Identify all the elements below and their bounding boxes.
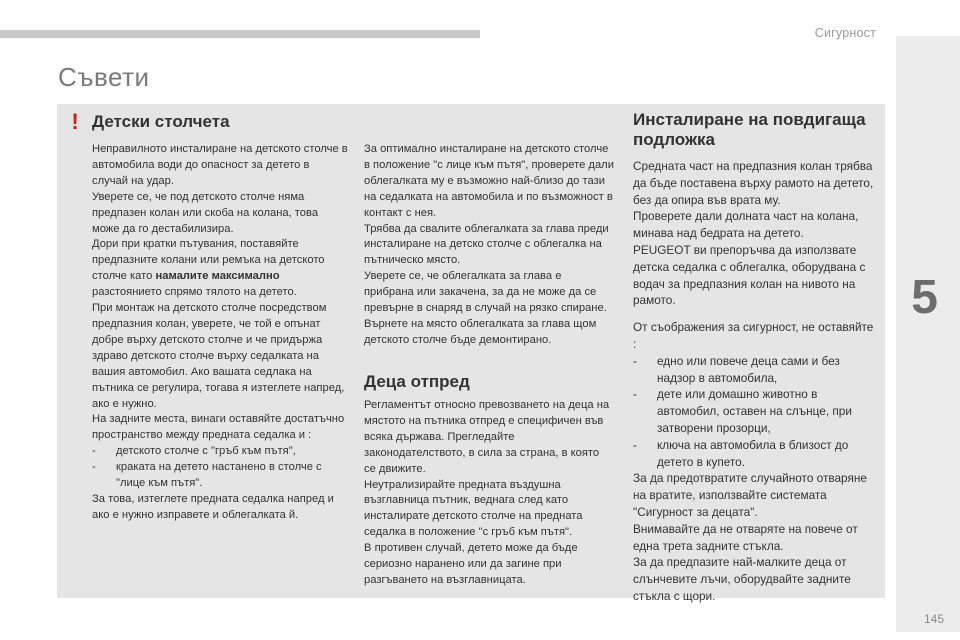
paragraph: В противен случай, детето може да бъде сериозно наранено или да загине при разгъването на възглавницата. — [364, 542, 578, 586]
paragraph: За това, изтеглете предната седалка напред и ако е нужно изправете и облегалката й. — [92, 492, 334, 521]
list-item — [92, 444, 348, 460]
list-marker: - — [633, 387, 637, 402]
warning-icon: ! — [71, 109, 79, 134]
chapter-tab — [896, 36, 960, 632]
paragraph: При монтаж на детското столче посредством предпазния колан, уверете, че той е опънат добре върху детското столче и че придържа здраво детското столче върху седалката на вашия автомобил. Ако вашата седлака на пътника се регулира, тогава я изтеглете напред, ако е нужно. — [92, 302, 345, 410]
child-seats-column-1 — [92, 142, 348, 524]
list-item-text: ключа на автомобила в близост до детето в купето. — [657, 437, 849, 469]
text: разстоянието спрямо тялото на детето. — [92, 286, 297, 299]
list-item-text: краката на детето настанено в столче с "лице към пътя". — [116, 461, 322, 490]
page-number: 145 — [923, 612, 944, 626]
booster-column — [633, 158, 877, 605]
list-marker: - — [92, 461, 96, 474]
list-marker: - — [633, 437, 637, 452]
paragraph — [92, 237, 348, 301]
paragraph: Проверете дали долната част на колана, минава над бедрата на детето. — [633, 209, 859, 241]
paragraph: Неправилното инсталиране на детското столче в автомобила води до опасност за детето в случай на удар. — [92, 143, 348, 187]
list-item — [633, 386, 877, 436]
paragraph: Средната част на предпазния колан трябва да бъде поставена върху рамото на детето, без да опира във врата му. — [633, 159, 874, 207]
list-item — [633, 437, 877, 471]
bold-text: намалите максимално — [155, 270, 280, 283]
text: Дори при кратки пътувания, поставяйте предпазните колани или ремъка на детското столче като — [92, 238, 325, 283]
page-title: Съвети — [58, 62, 150, 92]
list-item-text: детското столче с "гръб към пътя", — [116, 445, 296, 458]
list-item — [92, 460, 348, 492]
paragraph: Трябва да свалите облегалката за глава преди инсталиране на детско столче с облегалка на пътническо място. — [364, 222, 609, 267]
header-bar — [0, 30, 480, 38]
children-front-column — [364, 398, 614, 589]
list-marker: - — [92, 445, 96, 458]
section-title-children-front: Деца отпред — [364, 372, 470, 391]
paragraph: От съображения за сигурност, не оставяйте : — [633, 320, 874, 351]
chapter-number: 5 — [911, 271, 938, 324]
list-item-text: едно или повече деца сами и без надзор в автомобила, — [657, 353, 840, 385]
paragraph: PEUGEOT ви препоръчва да използвате детска седалка с облегалка, оборудвана с водач за предпазния колан на нивото на рамото. — [633, 242, 866, 308]
paragraph: На задните места, винаги оставяйте достатъчно пространство между предната седалка и : — [92, 413, 345, 442]
paragraph: За да предпазите най-малките деца от слънчевите лъчи, оборудвайте задните стъкла с щори. — [633, 555, 851, 603]
list-marker: - — [633, 353, 637, 368]
paragraph: За да предотвратите случайното отваряне на вратите, използвайте системата "Сигурност за децата". — [633, 471, 867, 519]
paragraph: Внимавайте да не отваряте на повече от една трета задните стъкла. — [633, 521, 858, 553]
list-item — [633, 353, 877, 387]
paragraph: Регламентът относно превозването на деца на мястото на пътника отпред е специфичен във всяка държава. Прегледайте законодателството, в сила за страна, в която се движите. — [364, 399, 610, 475]
spacer — [633, 309, 877, 319]
paragraph: За оптимално инсталиране на детското столче в положение "с лице към пътя", проверете дали облегалката му е възможно най-близо до тази на седалката на автомобила и по възможност в контакт с нея. — [364, 143, 614, 219]
chapter-title: Сигурност — [814, 26, 876, 40]
paragraph: Върнете на място облегалката за глава щом детското столче бъде демонтирано. — [364, 317, 597, 346]
child-seats-column-2 — [364, 142, 614, 349]
paragraph: Уверете се, че под детското столче няма предпазен колан или скоба на колана, това може да го дестабилизира. — [92, 190, 319, 235]
section-title-child-seats: Детски столчета — [92, 112, 230, 131]
section-title-booster: Инсталиране на повдигаща подложка — [633, 110, 866, 149]
paragraph: Неутрализирайте предната въздушна възглавница пътник, веднага след като инсталирате детското столче на предната седалка в положение "с гръб към пътя". — [364, 478, 583, 539]
paragraph: Уверете се, че облегалката за глава е прибрана или закачена, за да не може да се превърне в снаряд в случай на рязко спиране. — [364, 270, 607, 315]
list-item-text: дете или домашно животно в автомобил, оставен на слънце, при затворени прозорци, — [657, 387, 852, 435]
